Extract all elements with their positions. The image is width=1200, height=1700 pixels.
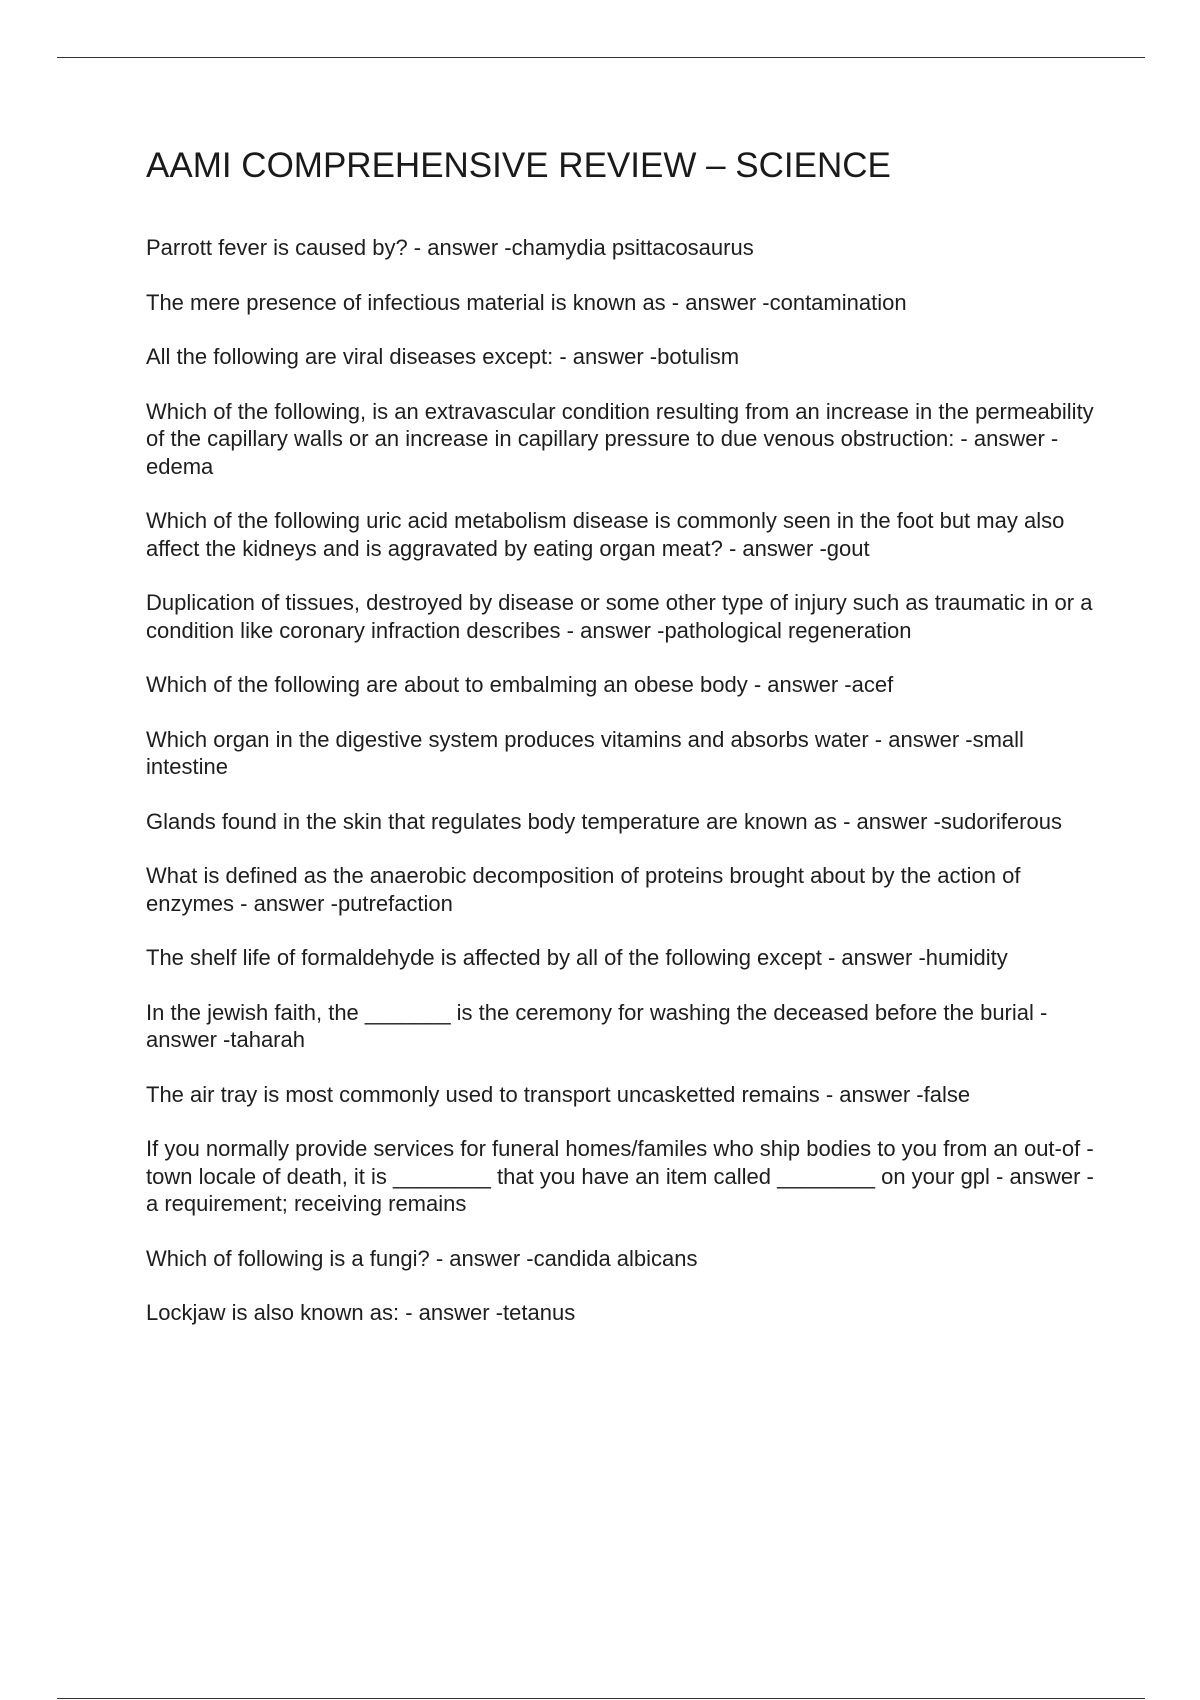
qa-item: The shelf life of formaldehyde is affected by all of the following except - answer -humidity xyxy=(146,945,1008,970)
qa-item: Which of the following, is an extravascular condition resulting from an increase in the permeability of the capillary walls or an increase in capillary pressure to due venous obstruction: - answer -edema xyxy=(146,398,1094,479)
qa-item: Which organ in the digestive system produces vitamins and absorbs water - answer -small intestine xyxy=(146,726,1024,779)
qa-item: In the jewish faith, the _______ is the ceremony for washing the deceased before the burial - answer -taharah xyxy=(146,999,1048,1052)
qa-item: Lockjaw is also known as: - answer -tetanus xyxy=(146,1300,576,1325)
qa-item: What is defined as the anaerobic decomposition of proteins brought about by the action of enzymes - answer -putrefaction xyxy=(146,863,1021,916)
qa-item: Duplication of tissues, destroyed by disease or some other type of injury such as traumatic in or a condition like coronary infraction describes - answer -pathological regeneration xyxy=(146,590,1093,643)
qa-item: Glands found in the skin that regulates body temperature are known as - answer -sudoriferous xyxy=(146,808,1062,834)
qa-item: If you normally provide services for funeral homes/familes who ship bodies to you from an out-of -town locale of death, it is ________ that you have an item called ________ on your gpl - answer -a requirement; receiving remains xyxy=(146,1136,1094,1216)
page-title: AAMI COMPREHENSIVE REVIEW – SCIENCE xyxy=(146,146,891,185)
qa-item: Which of following is a fungi? - answer -candida albicans xyxy=(146,1245,698,1271)
qa-item: All the following are viral diseases except: - answer -botulism xyxy=(146,344,740,369)
qa-item: Which of the following uric acid metabolism disease is commonly seen in the foot but may also affect the kidneys and is aggravated by eating organ meat? - answer -gout xyxy=(146,508,1065,561)
qa-item: The mere presence of infectious material is known as - answer -contamination xyxy=(146,289,907,315)
bottom-rule xyxy=(57,1698,1145,1699)
qa-item: Parrott fever is caused by? - answer -chamydia psittacosaurus xyxy=(146,235,754,260)
top-rule xyxy=(57,57,1145,58)
qa-item: Which of the following are about to embalming an obese body - answer -acef xyxy=(146,672,894,697)
document-body xyxy=(146,146,1096,1354)
qa-item: The air tray is most commonly used to transport uncasketted remains - answer -false xyxy=(146,1081,971,1107)
